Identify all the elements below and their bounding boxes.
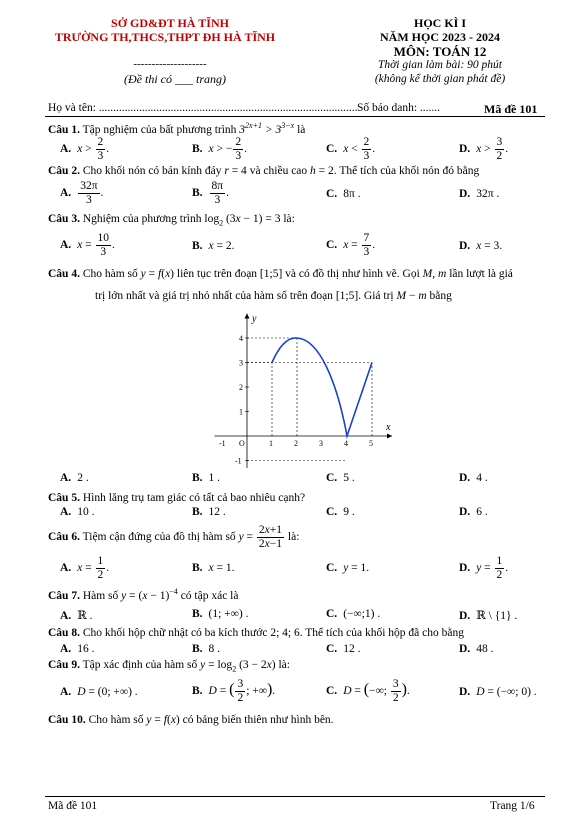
q4-option-d[interactable]: D. 4 . (459, 472, 488, 484)
x-axis-label: x (386, 422, 391, 433)
question-9: Câu 9. Tập xác định của hàm số $y = \log_2 (3 - 2x)$ là: (48, 659, 290, 674)
header-dashes: -------------------- (133, 58, 207, 70)
q1-option-b[interactable]: B. x > − $\frac{2}{3}$ . (192, 136, 248, 162)
pages-note: (Đề thi có ___ trang) (124, 72, 226, 86)
y-tick-label: 3 (239, 358, 243, 368)
q9-option-d[interactable]: D. D = (−∞; 0) . (459, 686, 537, 698)
x-tick-label: 5 (369, 439, 373, 448)
q5-option-c[interactable]: C. 9 . (326, 506, 355, 518)
q7-option-c[interactable]: C. (−∞;1) . (326, 608, 381, 620)
q4-option-c[interactable]: C. 5 . (326, 472, 355, 484)
y-tick-label: -1 (235, 456, 242, 466)
y-axis-label: y (252, 313, 257, 325)
question-5: Câu 5. Hình lăng trụ tam giác có tất cả bao nhiêu cạnh? (48, 492, 306, 504)
q2-option-a[interactable]: A. $\frac{32\pi}{3}$ . (60, 180, 104, 206)
question-10: Câu 10. Cho hàm số y = f(x) có bảng biến thiên như hình bên. (48, 714, 334, 726)
student-id-field: Số báo danh: ....... (357, 102, 441, 114)
x-tick-label: -1 (219, 439, 226, 448)
exam-code: Mã đề 101 (484, 102, 538, 116)
dept-name: SỞ GD&ĐT HÀ TĨNH (111, 16, 229, 30)
x-tick-label: O (239, 439, 245, 448)
subject-title: MÔN: TOÁN 12 (393, 44, 487, 59)
q8-option-d[interactable]: D. 48 . (459, 643, 494, 655)
q1-option-d[interactable]: D. x > $\frac{3}{2}$ . (459, 136, 509, 162)
footer-page-number: Trang 1/6 (490, 800, 535, 812)
y-tick-label: 1 (239, 407, 243, 417)
q4-option-a[interactable]: A. 2 . (60, 472, 89, 484)
q6-option-b[interactable]: B. x = 1. (192, 562, 235, 574)
function-curve (272, 338, 372, 436)
q9-option-a[interactable]: A. D = (0; +∞) . (60, 686, 138, 698)
header-divider (45, 116, 545, 117)
student-name-field: Họ và tên: .......................................................................................... (48, 102, 358, 114)
q2-option-d[interactable]: D. 32π . (459, 188, 500, 200)
q9-option-c[interactable]: C. D = (−∞; $\frac{3}{2}$ ). (326, 678, 410, 704)
q6-option-c[interactable]: C. y = 1. (326, 562, 370, 574)
q8-option-a[interactable]: A. 16 . (60, 643, 95, 655)
q5-option-a[interactable]: A. 10 . (60, 506, 95, 518)
q7-option-b[interactable]: B. (1; +∞) . (192, 608, 249, 620)
term-title: HỌC KÌ I (413, 16, 466, 30)
school-name: TRƯỜNG TH,THCS,THPT ĐH HÀ TĨNH (54, 30, 276, 44)
y-tick-label: 2 (239, 383, 243, 392)
question-4-line2: trị lớn nhất và giá trị nhỏ nhất của hàm số trên đoạn [1;5]. Giá trị M − m bằng (95, 290, 452, 302)
footer-divider (45, 796, 545, 797)
x-tick-label: 1 (269, 439, 273, 448)
q2-option-b[interactable]: B. $\frac{8\pi}{3}$ . (192, 180, 229, 206)
exam-time: Thời gian làm bài: 90 phút (377, 59, 503, 71)
footer-exam-code: Mã đề 101 (48, 800, 98, 812)
question-6: Câu 6. Tiệm cận đứng của đồ thị hàm số y = $\frac{2x+1}{2x-1}$ là: (48, 524, 300, 550)
q5-option-d[interactable]: D. 6 . (459, 506, 488, 518)
question-4: Câu 4. Cho hàm số y = f(x) liên tục trên đoạn [1;5] và có đồ thị như hình vẽ. Gọi M, m lần lượt là giá (48, 268, 513, 280)
x-tick-label: 4 (344, 439, 348, 448)
q1-option-c[interactable]: C. x < $\frac{2}{3}$ . (326, 136, 376, 162)
x-tick-label: 3 (319, 439, 323, 448)
y-tick-label: 4 (239, 334, 243, 343)
year-title: NĂM HỌC 2023 - 2024 (380, 30, 500, 44)
question-8: Câu 8. Cho khối hộp chữ nhật có ba kích thước 2; 4; 6. Thể tích của khối hộp đã cho bằng (48, 627, 464, 639)
q3-option-d[interactable]: D. x = 3. (459, 240, 503, 252)
q4-option-b[interactable]: B. 1 . (192, 472, 221, 484)
q8-option-b[interactable]: B. 8 . (192, 643, 221, 655)
q3-option-b[interactable]: B. x = 2. (192, 240, 235, 252)
q3-option-a[interactable]: A. x = $\frac{10}{3}$ . (60, 232, 115, 258)
q1-option-a[interactable]: A. x > $\frac{2}{3}$ . (60, 136, 110, 162)
q5-option-b[interactable]: B. 12 . (192, 506, 226, 518)
question-7: Câu 7. Hàm số $y = (x - 1)^{-4}$ có tập xác là (48, 587, 239, 602)
q2-option-c[interactable]: C. 8π . (326, 188, 361, 200)
x-axis-arrow (387, 434, 392, 439)
x-tick-label: 2 (294, 439, 298, 448)
q3-option-c[interactable]: C. x = $\frac{7}{3}$ . (326, 232, 376, 258)
q7-option-a[interactable]: A. ℝ . (60, 610, 93, 622)
question-2: Câu 2. Cho khối nón có bán kính đáy r = 4 và chiều cao h = 2. Thể tích của khối nón đó bằng (48, 165, 480, 177)
time-note: (không kể thời gian phát đề) (374, 73, 506, 85)
question-1: Câu 1. Tập nghiệm của bất phương trình $3^{2x+1} > 3^{3-x}$ là (48, 121, 306, 136)
q6-option-a[interactable]: A. x = $\frac{1}{2}$ . (60, 555, 110, 581)
y-axis-arrow (245, 314, 250, 319)
q7-option-d[interactable]: D. ℝ \ {1} . (459, 610, 518, 622)
function-graph (195, 308, 415, 473)
question-3: Câu 3. Nghiệm của phương trình $\log_2 (3x - 1) = 3$ là: (48, 213, 295, 228)
q6-option-d[interactable]: D. y = $\frac{1}{2}$ . (459, 555, 509, 581)
q9-option-b[interactable]: B. D = ( $\frac{3}{2}$ ; +∞). (192, 678, 276, 704)
q8-option-c[interactable]: C. 12 . (326, 643, 361, 655)
